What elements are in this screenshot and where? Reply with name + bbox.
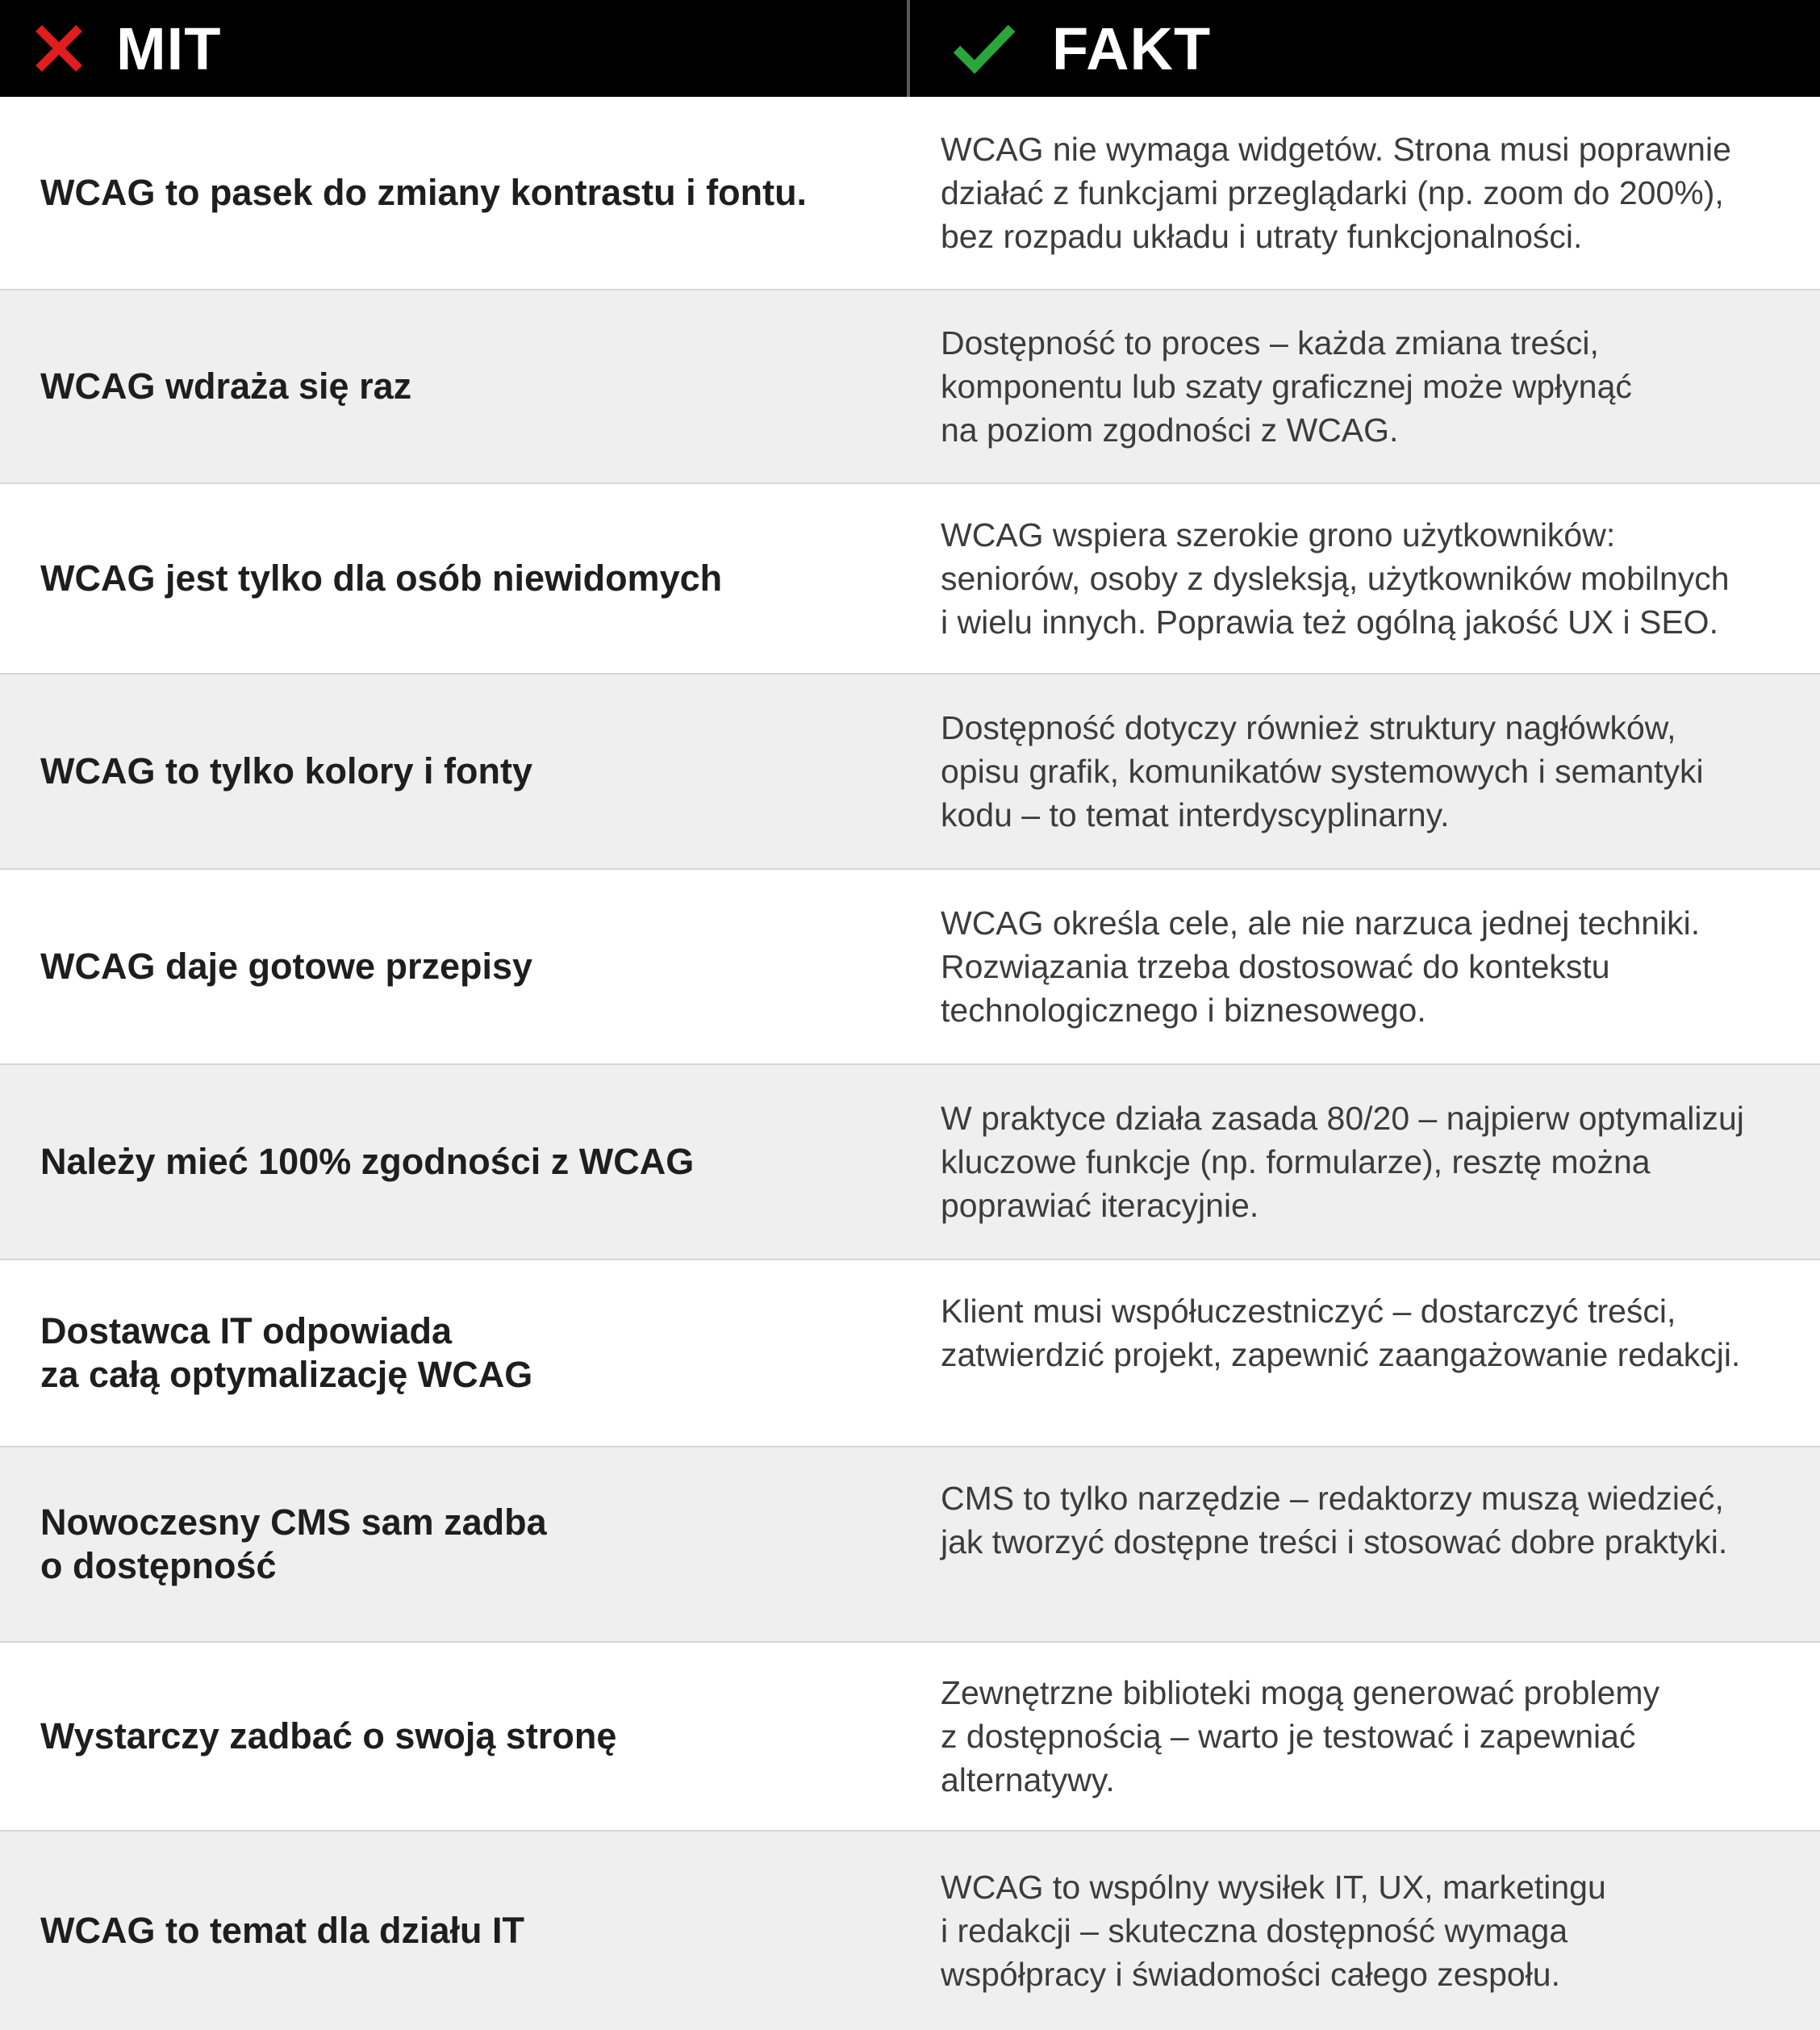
fact-cell: Dostępność to proces – każda zmiana treści, komponentu lub szaty graficznej może wpłynąć na poziom zgodności z WCAG. — [941, 324, 1632, 449]
fact-cell: WCAG nie wymaga widgetów. Strona musi poprawnie działać z funkcjami przeglądarki (np. zoom do 200%), bez rozpadu układu i utraty funkcjonalności. — [941, 131, 1731, 255]
fact-cell: WCAG wspiera szerokie grono użytkowników: seniorów, osoby z dysleksją, użytkowników mobilnych i wielu innych. Poprawia też ogólną jakość UX i SEO. — [941, 516, 1730, 641]
table-row — [0, 870, 1820, 1065]
table-row — [0, 97, 1820, 290]
table-body — [0, 97, 1820, 2030]
header-myth — [0, 0, 907, 97]
myth-cell: Dostawca IT odpowiada za całą optymalizację WCAG — [40, 1310, 533, 1395]
x-icon — [32, 22, 86, 75]
fact-cell: WCAG określa cele, ale nie narzuca jednej techniki. Rozwiązania trzeba dostosować do kontekstu technologicznego i biznesowego. — [941, 904, 1701, 1029]
myth-cell: WCAG daje gotowe przepisy — [40, 946, 533, 987]
header-fact — [907, 0, 1820, 97]
table-row — [0, 1065, 1820, 1260]
header-fact-label: FAKT — [1052, 15, 1212, 82]
table-row — [0, 484, 1820, 675]
myth-cell: WCAG to tylko kolory i fonty — [40, 750, 533, 792]
myth-cell: WCAG jest tylko dla osób niewidomych — [40, 558, 723, 599]
myth-cell: WCAG to pasek do zmiany kontrastu i fontu. — [40, 172, 808, 213]
fact-cell: W praktyce działa zasada 80/20 – najpierw optymalizuj kluczowe funkcje (np. formularze), resztę można poprawiać iteracyjnie. — [941, 1100, 1744, 1224]
table-row — [0, 1832, 1820, 2030]
table-row — [0, 675, 1820, 870]
myth-cell: WCAG to temat dla działu IT — [40, 1910, 525, 1951]
checkmark-icon — [952, 22, 1016, 75]
fact-cell: Zewnętrzne biblioteki mogą generować problemy z dostępnością – warto je testować i zapewniać alternatywy. — [941, 1674, 1660, 1798]
table-row — [0, 1447, 1820, 1643]
fact-cell: CMS to tylko narzędzie – redaktorzy muszą wiedzieć, jak tworzyć dostępne treści i stosować dobre praktyki. — [941, 1480, 1728, 1560]
table-row — [0, 1643, 1820, 1832]
header-myth-label: MIT — [116, 15, 222, 82]
myth-cell: WCAG wdraża się raz — [40, 365, 412, 407]
myth-cell: Wystarczy zadbać o swoją stronę — [40, 1715, 617, 1756]
myth-cell: Należy mieć 100% zgodności z WCAG — [40, 1141, 695, 1182]
table-header — [0, 0, 1820, 97]
fact-cell: Klient musi współuczestniczyć – dostarczyć treści, zatwierdzić projekt, zapewnić zaangażowanie redakcji. — [941, 1293, 1741, 1373]
myth-cell: Nowoczesny CMS sam zadba o dostępność — [40, 1502, 547, 1586]
table-row — [0, 1260, 1820, 1447]
fact-cell: Dostępność dotyczy również struktury nagłówków, opisu grafik, komunikatów systemowych i semantyki kodu – to temat interdyscyplinarny. — [941, 709, 1704, 833]
table-row — [0, 290, 1820, 484]
fact-cell: WCAG to wspólny wysiłek IT, UX, marketingu i redakcji – skuteczna dostępność wymaga współpracy i świadomości całego zespołu. — [941, 1869, 1606, 1993]
